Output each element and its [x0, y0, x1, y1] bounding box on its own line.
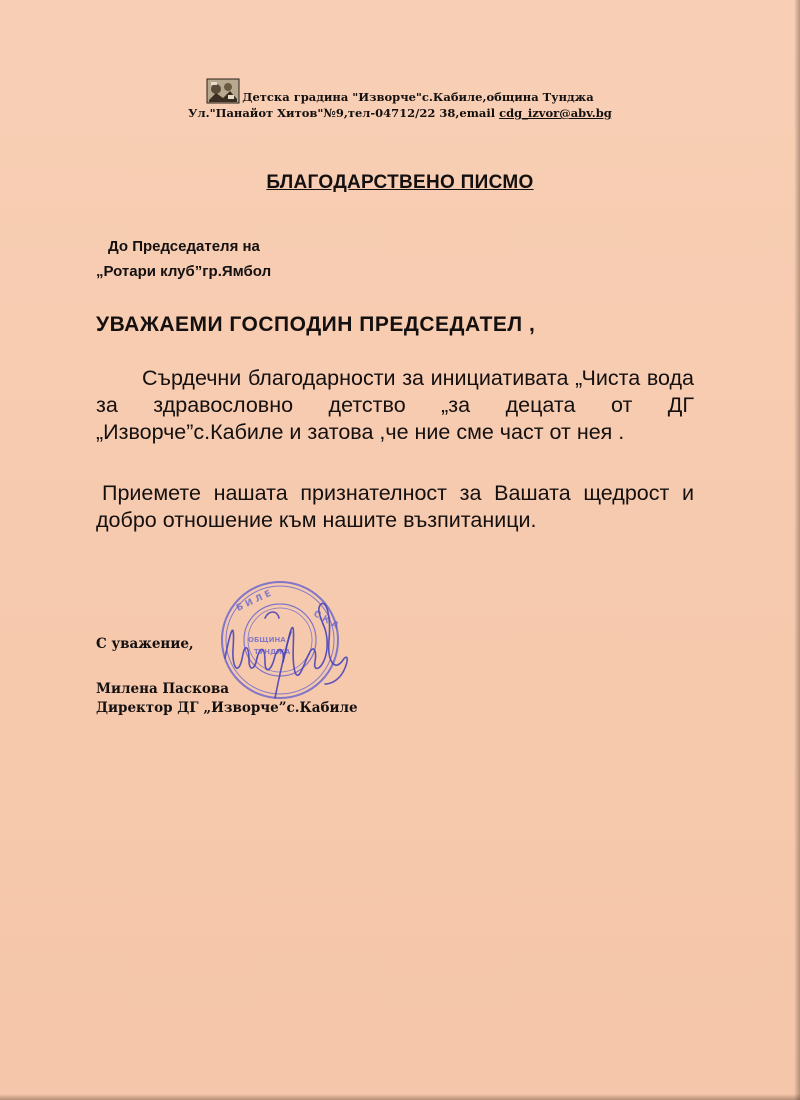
scan-edge-bottom [0, 1094, 800, 1100]
addressee-line1: До Председателя на [108, 238, 260, 255]
svg-text:Б И Л Е: Б И Л Е [234, 588, 274, 614]
addressee-line2: „Ротари клуб”гр.Ямбол [96, 263, 272, 280]
closing-regards: С уважение, [96, 636, 194, 652]
letterhead-email[interactable]: cdg_izvor@abv.bg [499, 106, 612, 120]
letterhead-institution: Детска градина "Изворче"с.Кабиле,община Тунджа [242, 90, 594, 104]
svg-text:ТУНДЖА: ТУНДЖА [254, 648, 291, 656]
salutation: УВАЖАЕМИ ГОСПОДИН ПРЕДСЕДАТЕЛ , [96, 313, 536, 336]
addressee-block [96, 234, 271, 284]
letterhead-line2 [0, 106, 800, 120]
paragraph-gratitude: Приемете нашата признателност за Вашата щедрост и добро отношение към нашите възпитаници. [96, 481, 694, 532]
paragraph-thanks: Сърдечни благодарности за инициативата „Чиста вода за здравословно детство „за децата от ДГ „Изворче”с.Кабиле и затова ,че ние сме част от нея . [96, 366, 694, 444]
letterhead-address: Ул."Панайот Хитов"№9,тел-04712/22 38,email [188, 106, 500, 120]
handwritten-signature-icon [205, 588, 365, 718]
signer-name: Милена Паскова [96, 681, 229, 697]
letterhead-line1 [0, 78, 800, 104]
scan-edge-right [794, 0, 800, 1100]
signer-position: Директор ДГ „Изворче”с.Кабиле [96, 700, 358, 716]
letter-title: БЛАГОДАРСТВЕНО ПИСМО [266, 172, 534, 193]
svg-text:С.К А: С.К А [311, 609, 341, 632]
letterhead [0, 78, 800, 120]
svg-text:ОБЩИНА: ОБЩИНА [248, 636, 286, 644]
kindergarten-logo-icon [206, 78, 240, 104]
